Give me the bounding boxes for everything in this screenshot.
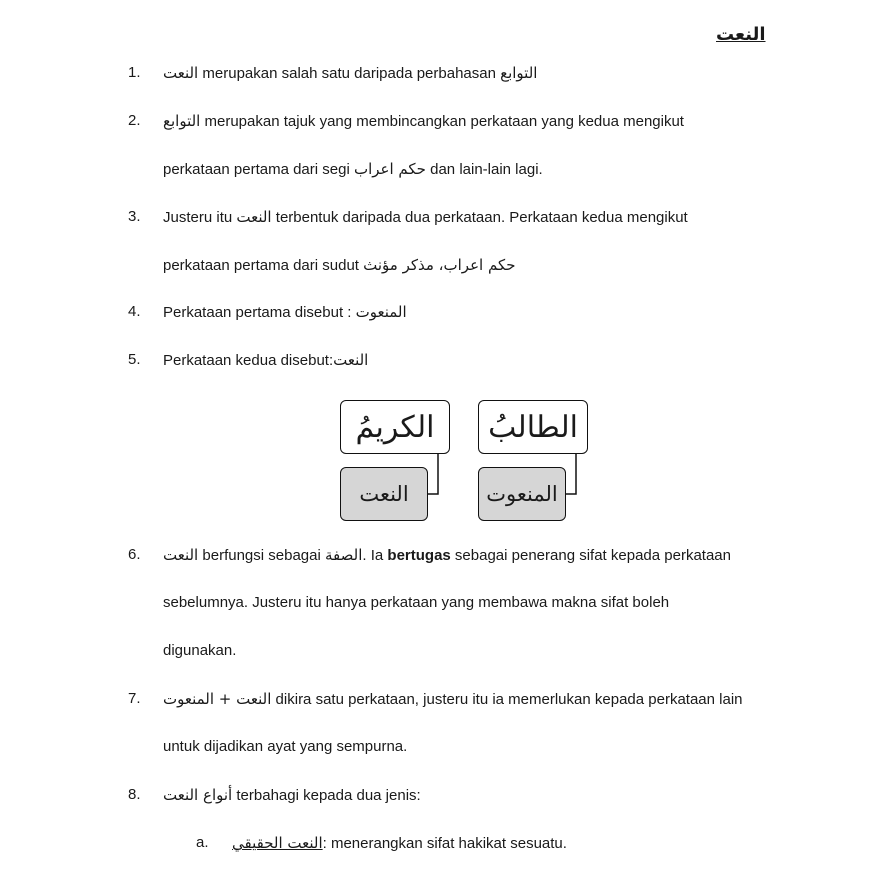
list-item-text: [163, 207, 688, 228]
arabic-term: النعت: [163, 546, 199, 564]
list-item-text: [163, 302, 407, 323]
list-item-text: [163, 689, 743, 710]
list-item-text: [163, 350, 368, 371]
list-item-number: 6.: [128, 546, 141, 563]
text-segment: Justeru itu: [163, 209, 237, 226]
list-item-number: 4.: [128, 303, 141, 320]
text-segment: terbahagi kepada dua jenis:: [232, 787, 421, 804]
diagram-box-manut-example: الطالبُ: [478, 400, 588, 454]
list-item-text: [163, 737, 407, 757]
arabic-term: حكم اعراب، مذكر مؤنث: [363, 256, 516, 274]
arabic-term: المنعوت: [355, 303, 407, 321]
text-segment: terbentuk daripada dua perkataan. Perkataan kedua mengikut: [271, 209, 688, 226]
list-item-text: [163, 63, 537, 84]
list-item-text: [163, 545, 731, 566]
diagram-connectors: [330, 395, 600, 530]
arabic-term: النعت + المنعوت: [163, 690, 272, 708]
list-item-number: 3.: [128, 208, 141, 225]
list-item-text: [163, 111, 684, 132]
text-segment: . Ia: [362, 547, 388, 564]
text-segment: berfungsi sebagai: [198, 547, 325, 564]
text-segment: dan lain-lain lagi.: [425, 161, 543, 178]
arabic-term: حكم اعراب: [353, 160, 426, 178]
list-item-number: 1.: [128, 64, 141, 81]
text-segment: digunakan.: [163, 642, 237, 659]
list-item-text: [163, 255, 516, 276]
list-item-number: 7.: [128, 690, 141, 707]
list-item-text: [163, 785, 421, 806]
text-segment: untuk dijadikan ayat yang sempurna.: [163, 738, 408, 755]
diagram-box-naat-example: الكريمُ: [340, 400, 450, 454]
page-title: النعت: [716, 24, 766, 45]
naat-diagram: [330, 395, 600, 530]
diagram-box-naat-label: النعت: [340, 467, 428, 521]
list-item-text: [163, 159, 543, 180]
arabic-term: النعت: [333, 351, 369, 369]
arabic-term: الصفة: [325, 546, 363, 564]
arabic-term: التوابع: [500, 64, 538, 82]
list-item-number: 2.: [128, 112, 141, 129]
text-segment: perkataan pertama dari segi: [163, 161, 354, 178]
list-item-number: 5.: [128, 351, 141, 368]
connector-left: [428, 454, 438, 494]
text-segment: bertugas: [387, 547, 451, 564]
diagram-box-manut-label: المنعوت: [478, 467, 566, 521]
text-segment: merupakan tajuk yang membincangkan perkataan yang kedua mengikut: [200, 113, 684, 130]
arabic-term: أنواع النعت: [163, 786, 233, 804]
sub-item-text: : menerangkan sifat hakikat sesuatu.: [322, 835, 567, 852]
text-segment: Perkataan kedua disebut:: [163, 352, 334, 369]
list-item-text: [163, 593, 669, 613]
arabic-term: النعت: [163, 64, 199, 82]
text-segment: perkataan pertama dari sudut: [163, 257, 364, 274]
text-segment: dikira satu perkataan, justeru itu ia memerlukan kepada perkataan lain: [271, 691, 743, 708]
text-segment: merupakan salah satu daripada perbahasan: [198, 65, 501, 82]
arabic-term: النعت: [236, 208, 272, 226]
connector-right: [566, 454, 576, 494]
sub-item-term: النعت الحقيقي: [232, 834, 323, 852]
list-item-text: [163, 641, 236, 661]
list-item-number: 8.: [128, 786, 141, 803]
sub-item-letter: a.: [196, 834, 209, 851]
text-segment: Perkataan pertama disebut :: [163, 304, 356, 321]
sub-item-line: [232, 833, 567, 854]
arabic-term: التوابع: [163, 112, 201, 130]
text-segment: sebagai penerang sifat kepada perkataan: [450, 547, 731, 564]
text-segment: sebelumnya. Justeru itu hanya perkataan yang membawa makna sifat boleh: [163, 594, 670, 611]
